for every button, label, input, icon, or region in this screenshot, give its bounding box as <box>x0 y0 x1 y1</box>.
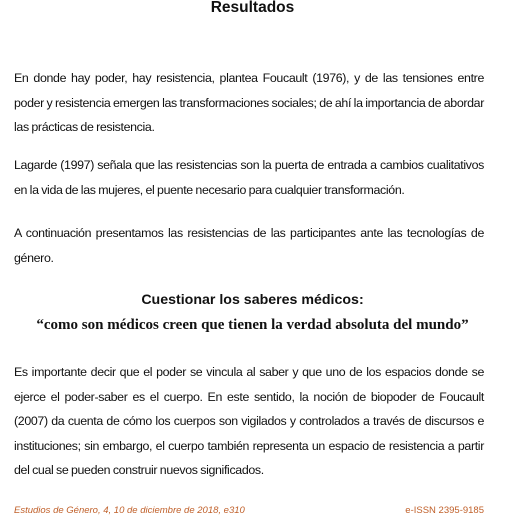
paragraph-biopower: Es importante decir que el poder se vincula al saber y que uno de los espacios donde se ejerce el poder-saber es el cuerpo. En este sentido, la noción de biopoder de Foucault (2007) da cuenta de cómo los cuerpos son vigilados y controlados a través de discursos e instituciones; sin embargo, el cuerpo también representa un espacio de resistencia a partir del cual se pueden construir nuevos significados. <box>14 365 484 478</box>
footer-issn: e-ISSN 2395-9185 <box>405 505 484 516</box>
paragraph-lagarde: Lagarde (1997) señala que las resistencias son la puerta de entrada a cambios cualitativos en la vida de las mujeres, el puente necesario para cualquier transformación. <box>14 158 484 197</box>
footer-citation: Estudios de Género, 4, 10 de diciembre de 2018, e310 <box>14 505 245 516</box>
paragraph-foucault-resistance: En donde hay poder, hay resistencia, plantea Foucault (1976), y de las tensiones entre poder y resistencia emergen las transformaciones sociales; de ahí la importancia de abordar las prácticas de resistencia. <box>14 71 484 135</box>
section-title: Resultados <box>210 0 295 16</box>
subsection-quote: “como son médicos creen que tienen la verdad absoluta del mundo” <box>36 317 469 333</box>
subsection-title: Cuestionar los saberes médicos: <box>141 292 364 308</box>
paragraph-introduction: A continuación presentamos las resistencias de las participantes ante las tecnologías de género. <box>14 226 484 265</box>
